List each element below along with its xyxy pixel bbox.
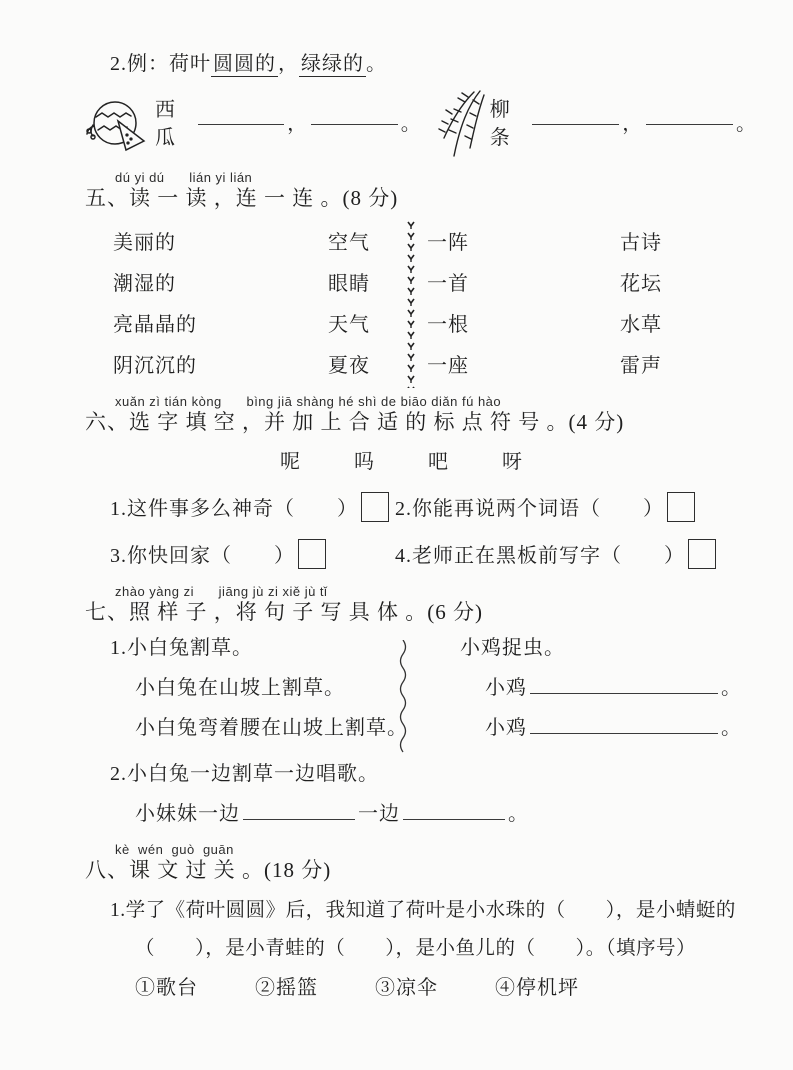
model-sentence: 小白兔弯着腰在山坡上割草。 [135,717,408,739]
section6-questions [110,492,757,570]
blank-line [532,124,619,125]
period: 。 [735,113,757,135]
section5-title: 五、读 一 读 ，连 一 连 。(8 分) [85,186,399,210]
answer-box [667,492,695,522]
question-item [110,539,395,570]
match-noun: 空气 [328,231,370,254]
match-measure-word: 一首 [427,272,469,295]
match-measure-word: 一根 [427,313,469,336]
answer-prefix: 小鸡 [485,677,527,699]
section7-title: 七、照 样 子 ，将 句 子 写 具 体 。(6 分) [85,600,483,624]
example-comma: ， [278,53,299,75]
section7-item2: 2.小白兔一边割草一边唱歌。 [110,763,379,785]
comma: ， [622,113,644,135]
wavy-divider [397,640,409,754]
sentence-row [85,674,757,714]
period: 。 [400,113,422,135]
particle-option: 呢 [280,451,301,473]
willow-label: 柳条 [489,99,511,149]
match-adjective: 美丽的 [113,231,176,254]
question-item [395,539,757,570]
example-underlined-word-2: 绿绿的 [301,53,364,75]
match-object: 古诗 [620,231,662,254]
answer-period: 。 [721,677,742,699]
sentence-row [85,714,757,754]
numbered-option: ②摇篮 [255,977,318,999]
section7-sentence-exercise [85,634,757,754]
dotted-divider [405,220,417,388]
practice-answer [450,674,742,702]
blank-line [530,733,718,734]
match-object: 花坛 [620,272,662,295]
fill-mid: 一边 [358,803,400,825]
section8-question-line2: （ ），是小青蛙的（ ），是小鱼儿的（ ）。（填序号） [135,938,697,959]
numbered-option: ③凉伞 [375,977,438,999]
answer-box [688,539,716,569]
section5-matching-exercise [113,222,757,386]
match-object: 水草 [620,313,662,336]
blank-line [646,124,733,125]
match-noun: 夏夜 [328,354,370,377]
example-sentence [110,50,757,78]
question-text: 3.你快回家（ ） [110,545,295,567]
watermelon-icon [85,95,155,153]
section7-item2-fill [135,800,757,828]
match-measure-word: 一座 [427,354,469,377]
answer-box [361,492,389,522]
fill-prefix: 小妹妹一边 [135,803,240,825]
section8-pinyin: kè wén guò guān [115,842,234,857]
example-prefix: 2.例：荷叶 [110,53,211,75]
numbered-option: ①歌台 [135,977,198,999]
match-object: 雷声 [620,354,662,377]
section8-question-line1: 1.学了《荷叶圆圆》后，我知道了荷叶是小水珠的（ ），是小蜻蜓的 [110,900,736,921]
answer-box [298,539,326,569]
watermelon-fill-item [85,95,422,153]
blank-line [311,124,398,125]
comma: ， [287,113,309,135]
section6-pinyin: xuǎn zì tián kòng bìng jiā shàng hé shì de biāo diǎn fú hào [115,394,502,409]
section7-pinyin: zhào yàng zi jiāng jù zi xiě jù tǐ [115,584,328,599]
blank-line [403,819,505,820]
blank-line [243,819,355,820]
match-noun: 眼睛 [328,272,370,295]
section8-title: 八、课 文 过 关 。(18 分) [85,858,332,882]
question-text: 2.你能再说两个词语（ ） [395,498,664,520]
particle-option: 吧 [428,451,449,473]
blank-line [198,124,285,125]
section8-answer-options [135,974,757,1002]
match-adjective: 阴沉沉的 [113,354,197,377]
example-underlined-word-1: 圆圆的 [213,53,276,75]
match-noun: 天气 [328,313,370,336]
sentence-row [85,634,757,674]
fill-period: 。 [508,803,529,825]
practice-answer [450,714,742,742]
question-item [110,492,395,523]
example-period: 。 [366,53,387,75]
blank-line [530,693,718,694]
section6-particle-options [280,448,757,476]
numbered-option: ④停机坪 [495,977,579,999]
section5-pinyin: dú yi dú lián yi lián [115,170,253,185]
particle-option: 吗 [354,451,375,473]
question-text: 1.这件事多么神奇（ ） [110,498,358,520]
section6-title: 六、选 字 填 空 ，并 加 上 合 适 的 标 点 符 号 。(4 分) [85,410,625,434]
match-adjective: 潮湿的 [113,272,176,295]
willow-fill-item [432,88,757,160]
model-sentence: 小白兔在山坡上割草。 [135,677,345,699]
practice-sentence: 小鸡捉虫。 [460,637,565,659]
match-measure-word: 一阵 [427,231,469,254]
answer-prefix: 小鸡 [485,717,527,739]
answer-period: 。 [721,717,742,739]
match-adjective: 亮晶晶的 [113,313,197,336]
model-sentence: 1.小白兔割草。 [110,637,253,659]
question-text: 4.老师正在黑板前写字（ ） [395,545,685,567]
question-item [395,492,757,523]
watermelon-label: 西瓜 [155,99,176,149]
willow-icon [432,88,490,160]
particle-option: 呀 [502,451,523,473]
fill-in-row [85,92,757,156]
